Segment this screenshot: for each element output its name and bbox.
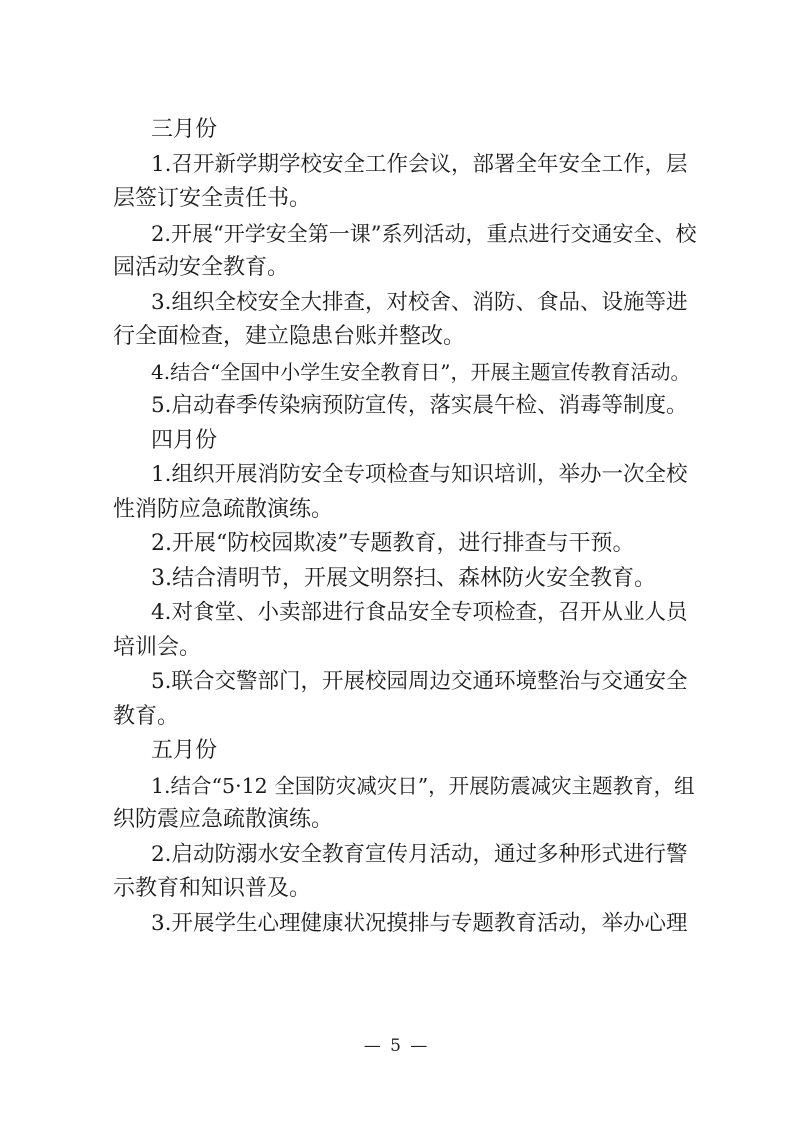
paragraph-line: 织防震应急疏散演练。 (113, 807, 334, 832)
paragraph-line: 园活动安全教育。 (113, 255, 290, 280)
section-heading-march: 三月份 (151, 117, 218, 142)
paragraph-line: 层签订安全责任书。 (113, 186, 312, 211)
paragraph-line: 2.开展“开学安全第一课”系列活动，重点进行交通安全、校 (151, 221, 697, 246)
section-heading-may: 五月份 (151, 738, 218, 763)
paragraph-line: 培训会。 (113, 634, 202, 660)
document-body (113, 113, 698, 941)
paragraph-line: 3.组织全校安全大排查，对校舍、消防、食品、设施等进 (151, 289, 688, 315)
paragraph-line: 1.组织开展消防安全专项检查与知识培训，举办一次全校 (151, 462, 688, 487)
page-number: — 5 — (363, 1036, 430, 1056)
paragraph-line: 3.结合清明节，开展文明祭扫、森林防火安全教育。 (151, 565, 656, 591)
paragraph-line: 2.启动防溺水安全教育宣传月活动，通过多种形式进行警 (151, 841, 688, 867)
paragraph-line: 1.召开新学期学校安全工作会议，部署全年安全工作，层 (151, 151, 688, 177)
section-heading-april: 四月份 (151, 427, 218, 453)
paragraph-line: 教育。 (113, 703, 180, 729)
paragraph-line: 性消防应急疏散演练。 (113, 496, 334, 522)
paragraph-line: 行全面检查，建立隐患台账并整改。 (113, 324, 466, 349)
paragraph-line: 5.联合交警部门，开展校园周边交通环境整治与交通安全 (151, 669, 688, 694)
paragraph-line: 5.启动春季传染病预防宣传，落实晨午检、消毒等制度。 (151, 393, 688, 418)
paragraph-line: 2.开展“防校园欺凌”专题教育，进行排查与干预。 (151, 531, 635, 556)
paragraph-line: 3.开展学生心理健康状况摸排与专题教育活动，举办心理 (151, 910, 688, 936)
paragraph-line: 4.结合“全国中小学生安全教育日”，开展主题宣传教育活动。 (151, 359, 691, 384)
paragraph-line: 4.对食堂、小卖部进行食品安全专项检查，召开从业人员 (151, 600, 688, 625)
paragraph-line: 1.结合“5·12 全国防灾减灾日”，开展防震减灾主题教育，组 (151, 773, 695, 798)
paragraph-line: 示教育和知识普及。 (113, 876, 312, 901)
